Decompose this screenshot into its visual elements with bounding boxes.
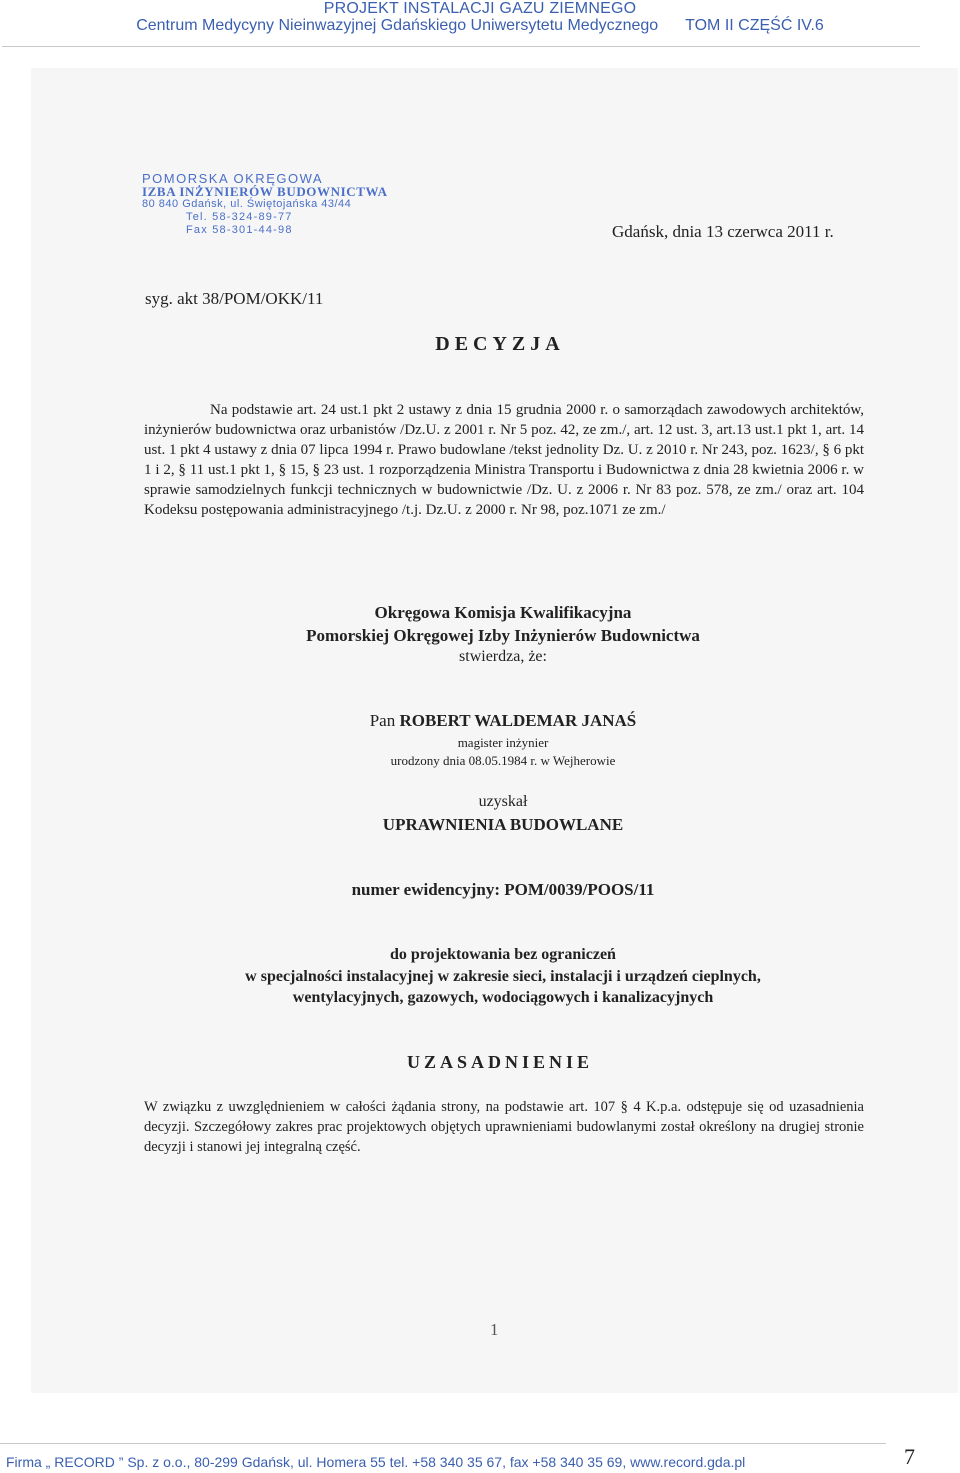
person-prefix: Pan bbox=[369, 711, 396, 730]
header-project-title: PROJEKT INSTALACJI GAZU ZIEMNEGO bbox=[323, 0, 637, 17]
finds-text: stwierdza, że: bbox=[459, 648, 547, 665]
stamp-line: 80 840 Gdańsk, ul. Świętojańska 43/44 bbox=[142, 198, 352, 210]
registry-number: numer ewidencyjny: POM/0039/POOS/11 bbox=[351, 880, 655, 899]
scope-line-1: do projektowania bez ograniczeń bbox=[390, 946, 616, 963]
birth-info: urodzony dnia 08.05.1984 r. w Wejherowie bbox=[390, 753, 616, 768]
degree: magister inżynier bbox=[457, 735, 549, 750]
commission-line-1: Okręgowa Komisja Kwalifikacyjna bbox=[374, 603, 632, 622]
scope-line-2: w specjalności instalacyjnej w zakresie sieci, instalacji i urządzeń cieplnych, bbox=[245, 968, 761, 985]
footer-divider bbox=[0, 1443, 886, 1444]
footer-contact: Firma „ RECORD ” Sp. z o.o., 80-299 Gdańsk, ul. Homera 55 tel. +58 340 35 67, fax +58 340 35 69, www.record.gda.pl bbox=[6, 1454, 746, 1470]
place-date: Gdańsk, dnia 13 czerwca 2011 r. bbox=[612, 222, 834, 241]
permit-type: UPRAWNIENIA BUDOWLANE bbox=[382, 815, 624, 834]
obtained-text: uzyskał bbox=[478, 793, 528, 810]
person-line bbox=[0, 711, 960, 731]
stamp-line: IZBA INŻYNIERÓW BUDOWNICTWA bbox=[142, 184, 388, 199]
stamp-line: Fax 58-301-44-98 bbox=[186, 224, 293, 236]
commission-line-2: Pomorskiej Okręgowej Izby Inżynierów Budownictwa bbox=[306, 626, 700, 645]
footer-page-number: 7 bbox=[904, 1444, 915, 1469]
justification-text: W związku z uwzględnieniem w całości żądania strony, na podstawie art. 107 § 4 K.p.a. odstępuje się od uzasadnienia decyzji. Szczegółowy zakres prac projektowych objętych uprawnieniami budowlanymi został określony na drugiej stronie decyzji i stanowi jej integralną część. bbox=[144, 1099, 864, 1155]
header-volume: TOM II CZĘŚĆ IV.6 bbox=[685, 17, 824, 34]
justification-title: UZASADNIENIE bbox=[406, 1052, 594, 1072]
stamp-line: POMORSKA OKRĘGOWA bbox=[142, 171, 324, 186]
scan-page-number: 1 bbox=[490, 1320, 499, 1339]
scope-line-3: wentylacyjnych, gazowych, wodociągowych i kanalizacyjnych bbox=[292, 989, 714, 1006]
person-name: ROBERT WALDEMAR JANAŚ bbox=[399, 711, 637, 730]
document-title: DECYZJA bbox=[435, 333, 565, 355]
legal-basis: Na podstawie art. 24 ust.1 pkt 2 ustawy z dnia 15 grudnia 2000 r. o samorządach zawodowych architektów, inżynierów budownictwa oraz urbanistów /Dz.U. z 2001 r. Nr 5 poz. 42, ze zm./, art. 12 ust. 3, art.13 ust.1 pkt 1, art. 14 ust. 1 pkt 4 ustawy z dnia 07 lipca 1994 r. Prawo budowlane /tekst jednolity Dz. U. z 2010 r. Nr 243, poz. 1623/, § 6 pkt 1 i 2, § 11 ust.1 pkt 1, § 15, § 23 ust. 1 rozporządzenia Ministra Transportu i Budownictwa z dnia 28 kwietnia 2006 r. w sprawie samodzielnych funkcji technicznych w budownictwie /Dz. U. z 2006 r. Nr 83 poz. 578, ze zm./ oraz art. 104 Kodeksu postępowania administracyjnego /t.j. Dz.U. z 2000 r. Nr 98, poz.1071 ze zm./ bbox=[144, 402, 864, 518]
header-institution: Centrum Medycyny Nieinwazyjnej Gdańskiego Uniwersytetu Medycznego bbox=[136, 17, 659, 34]
header-divider bbox=[2, 46, 920, 47]
office-stamp bbox=[142, 172, 388, 237]
case-signature: syg. akt 38/POM/OKK/11 bbox=[145, 289, 324, 308]
stamp-line: Tel. 58-324-89-77 bbox=[186, 211, 293, 223]
header-subtitle bbox=[0, 17, 960, 35]
